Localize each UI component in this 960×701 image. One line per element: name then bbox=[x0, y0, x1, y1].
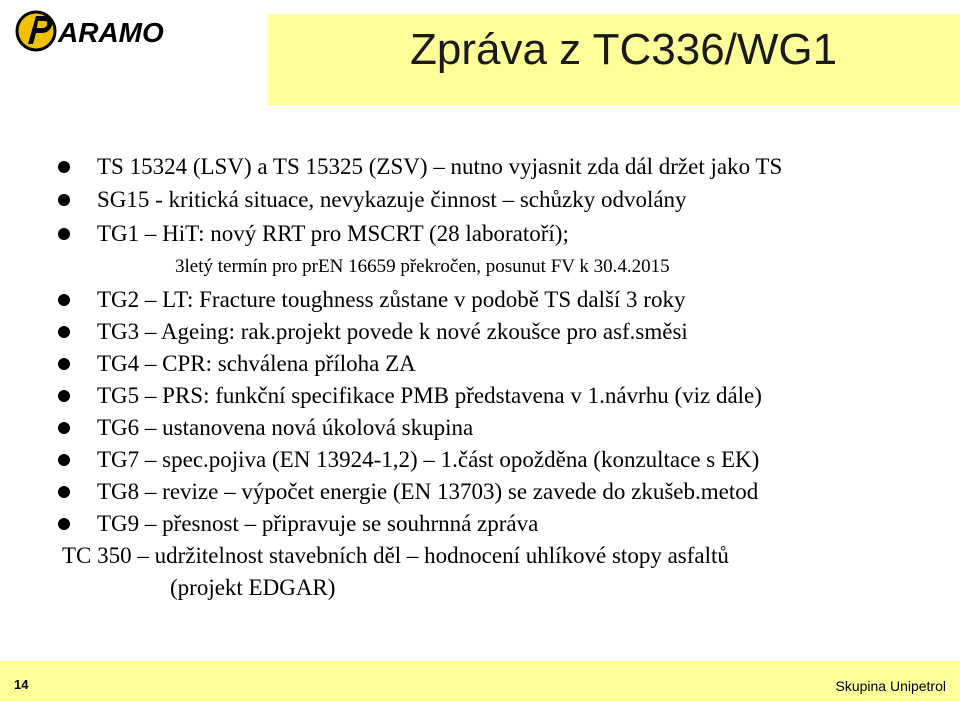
bullet-icon bbox=[58, 486, 70, 498]
bullet-icon bbox=[58, 294, 70, 306]
footer-company: Skupina Unipetrol bbox=[835, 678, 946, 694]
list-item: TG6 – ustanovena nová úkolová skupina bbox=[97, 415, 474, 440]
list-item: TG7 – spec.pojiva (EN 13924-1,2) – 1.část opožděna (konzultace s EK) bbox=[97, 447, 760, 472]
bullet-icon bbox=[58, 326, 70, 338]
svg-text:ARAMO: ARAMO bbox=[58, 17, 164, 48]
bullet-icon bbox=[58, 454, 70, 466]
list-item: TG1 – HiT: nový RRT pro MSCRT (28 laboratoří); bbox=[97, 221, 569, 246]
paramo-logo-graphic bbox=[14, 8, 214, 54]
list-item: SG15 - kritická situace, nevykazuje činnost – schůzky odvolány bbox=[97, 187, 687, 212]
list-item: TG2 – LT: Fracture toughness zůstane v podobě TS další 3 roky bbox=[97, 287, 686, 312]
list-item: TG5 – PRS: funkční specifikace PMB představena v 1.návrhu (viz dále) bbox=[97, 383, 762, 408]
bullet-icon bbox=[58, 228, 70, 240]
footer-band bbox=[0, 661, 960, 701]
list-item: TG3 – Ageing: rak.projekt povede k nové zkoušce pro asf.směsi bbox=[97, 319, 688, 344]
tc-line-project: (projekt EDGAR) bbox=[170, 575, 336, 600]
list-item: TG9 – přesnost – připravuje se souhrnná zpráva bbox=[97, 511, 539, 536]
bullet-icon bbox=[58, 390, 70, 402]
bullet-icon bbox=[58, 194, 70, 206]
bullet-icon bbox=[58, 161, 70, 173]
list-subitem: 3letý termín pro prEN 16659 překročen, posunut FV k 30.4.2015 bbox=[175, 256, 670, 277]
bullet-icon bbox=[58, 422, 70, 434]
list-item: TG8 – revize – výpočet energie (EN 13703) se zavede do zkušeb.metod bbox=[97, 479, 759, 504]
list-item: TS 15324 (LSV) a TS 15325 (ZSV) – nutno vyjasnit zda dál držet jako TS bbox=[97, 154, 783, 179]
bullet-icon bbox=[58, 518, 70, 530]
list-item: TG4 – CPR: schválena příloha ZA bbox=[97, 351, 416, 376]
bullet-icon bbox=[58, 358, 70, 370]
page-number: 14 bbox=[14, 677, 29, 692]
tc-line: TC 350 – udržitelnost stavebních děl – hodnocení uhlíkové stopy asfaltů bbox=[62, 543, 729, 568]
paramo-logo bbox=[14, 8, 214, 54]
slide-title: Zpráva z TC336/WG1 bbox=[410, 25, 838, 74]
